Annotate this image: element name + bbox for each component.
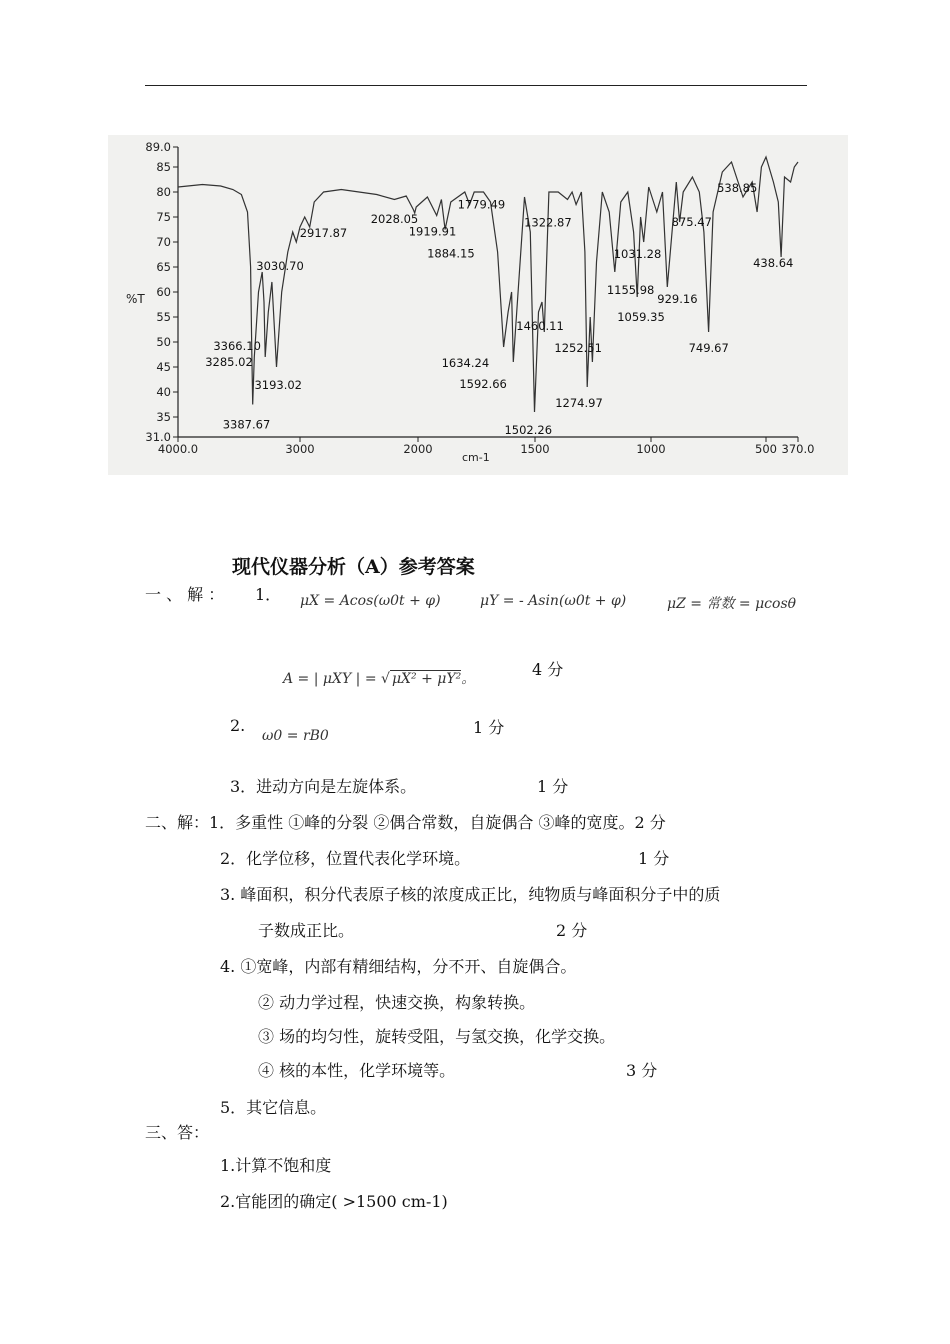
y-axis-label: %T [126,292,145,306]
score-s2-line3: 2 分 [556,921,588,940]
s3-item1: 1.计算不饱和度 [220,1156,332,1175]
score-s1-item2: 1 分 [473,718,505,737]
s1-item3: 3．进动方向是左旋体系。 [230,777,417,796]
peak-label: 1059.35 [617,310,665,324]
peak-label: 1322.87 [524,215,572,230]
score-s1-item3: 1 分 [537,777,569,796]
peak-label: 3387.67 [222,417,271,432]
y-tick-label: 50 [156,335,171,349]
peak-label: 2028.05 [370,212,419,226]
ir-spectrum-chart [108,135,848,475]
s2-line3a: 3. 峰面积，积分代表原子核的浓度成正比，纯物质与峰面积分子中的质 [220,885,721,904]
ir-spectrum-figure [108,135,848,475]
peak-label: 438.64 [753,256,794,270]
y-tick-label: 40 [156,385,171,399]
equation-amplitude-end: 。 [461,671,476,687]
x-tick-label: 2000 [403,442,433,456]
score-s2-line4: 3 分 [626,1061,658,1080]
spectrum-line [178,157,798,412]
s2-line1: 二、解：1．多重性 ①峰的分裂 ②偶合常数，自旋偶合 ③峰的宽度。2 分 [145,813,666,832]
equation-amplitude-root: μX² + μY² [391,671,462,687]
section1-heading: 一 、 解 ： [145,585,225,604]
peak-label: 1155.98 [606,283,655,297]
x-tick-label: 4000.0 [157,442,199,456]
s2-line4c: ③ 场的均匀性，旋转受阻，与氢交换，化学交换。 [258,1027,616,1046]
peak-label: 1884.15 [427,246,475,261]
x-tick-label: 3000 [285,442,315,456]
s2-line4d: ④ 核的本性，化学环境等。 [258,1061,456,1080]
peak-label: 3366.10 [213,339,261,353]
peak-label: 1031.28 [613,247,662,261]
y-tick-label: 89.0 [145,140,171,154]
peak-label: 1252.51 [554,341,602,355]
equation-amplitude-left: A = | μXY | = [283,671,382,687]
peak-label: 3285.02 [205,355,253,369]
peak-label: 3030.70 [256,259,304,273]
peak-label: 2917.87 [299,226,348,240]
s1-item1-number: 1． [255,585,282,604]
y-tick-label: 55 [156,310,171,324]
s2-line2: 2．化学位移，位置代表化学环境。 [220,849,471,868]
section3-heading: 三、答： [145,1123,210,1142]
equation-larmor: ω0 = rB0 [262,728,329,744]
peak-label: 1502.26 [504,423,553,437]
y-tick-label: 80 [156,185,171,199]
x-tick-label: 370.0 [781,442,815,456]
s2-line4a: 4. ①宽峰，内部有精细结构，分不开、自旋偶合。 [220,957,577,976]
page-title: 现代仪器分析（A）参考答案 [232,556,475,578]
peak-label: 3193.02 [254,378,303,392]
x-tick-label: 500 [755,442,777,456]
header-rule [145,85,807,86]
x-axis-label: cm-1 [462,451,490,464]
s2-line4b: ② 动力学过程，快速交换，构象转换。 [258,993,536,1012]
s2-line3b: 子数成正比。 [258,921,355,940]
y-tick-label: 75 [156,210,171,224]
s1-item2-number: 2. [230,716,246,735]
y-tick-label: 65 [156,260,171,274]
peak-label: 1919.91 [408,224,457,239]
y-tick-label: 60 [156,285,171,299]
peak-label: 538.85 [717,181,758,195]
peak-label: 749.67 [688,341,729,355]
peak-label: 929.16 [657,292,698,306]
score-s1-item1: 4 分 [532,660,564,679]
peak-label: 875.47 [671,215,712,229]
equation-mu-z: μZ = 常数 = μcosθ [667,596,797,612]
equation-mu-y: μY = - Asin(ω0t + φ) [480,593,627,609]
peak-label: 1460.11 [516,319,564,333]
peak-label: 1592.66 [459,377,507,391]
y-tick-label: 35 [156,410,171,424]
y-tick-label: 45 [156,360,171,374]
s2-line5: 5．其它信息。 [220,1098,327,1117]
peak-label: 1779.49 [457,197,506,212]
y-tick-label: 85 [156,160,171,174]
x-tick-label: 1000 [636,442,666,456]
x-tick-label: 1500 [520,442,550,456]
s3-item2: 2.官能团的确定( >1500 cm-1) [220,1192,448,1211]
peak-label: 1274.97 [555,396,603,410]
score-s2-line2: 1 分 [638,849,670,868]
peak-label: 1634.24 [441,356,490,370]
y-tick-label: 31.0 [145,430,171,444]
y-tick-label: 70 [156,235,171,249]
equation-mu-x: μX = Acos(ω0t + φ) [300,593,441,609]
equation-amplitude: A = | μXY | = √ μX² + μY²。 [283,671,476,687]
